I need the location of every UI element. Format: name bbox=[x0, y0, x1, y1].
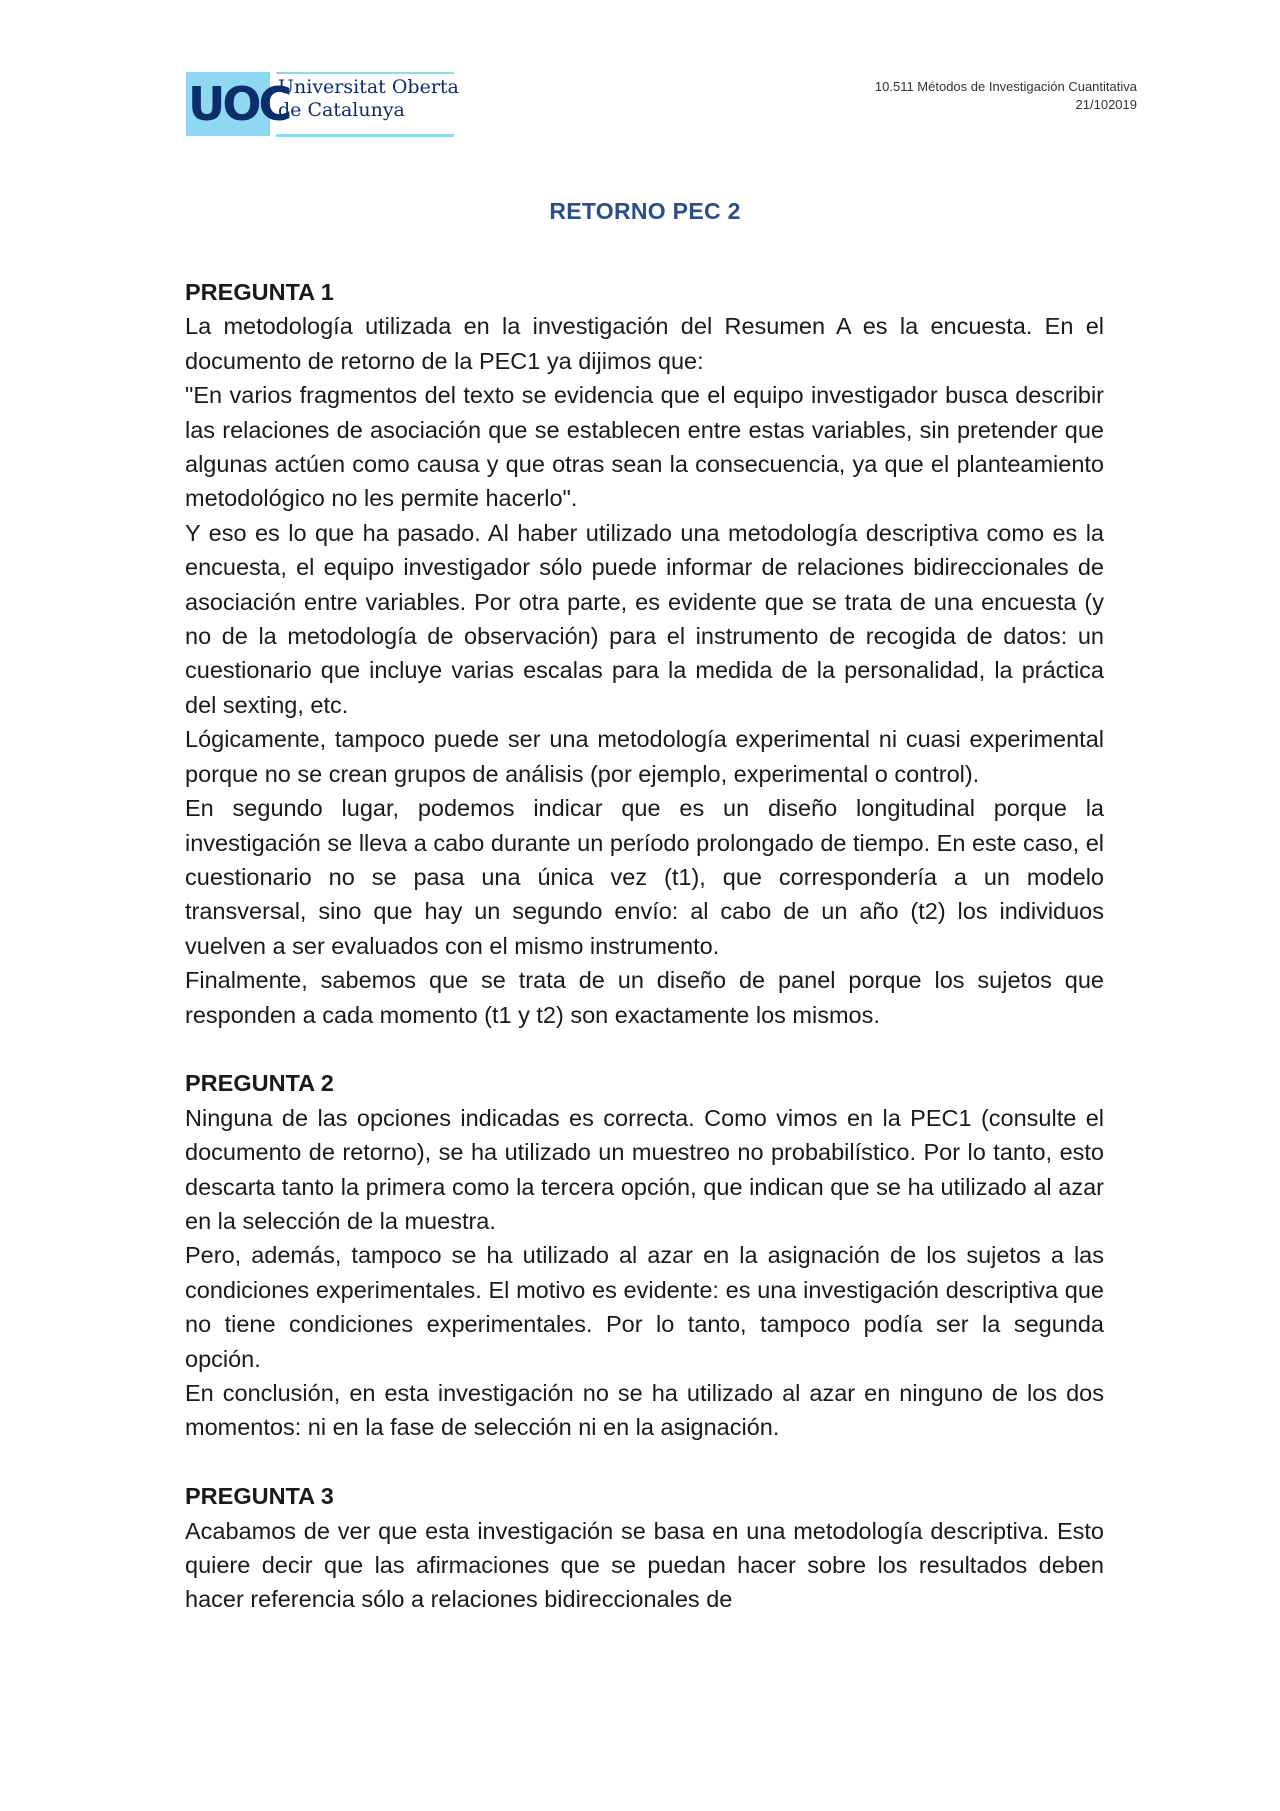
logo-name-line1: Universitat Oberta bbox=[278, 76, 459, 98]
paragraph: Pero, además, tampoco se ha utilizado al azar en la asignación de los sujetos a las condiciones experimentales. El motivo es evidente: es una investigación descriptiva que no tiene condiciones experimentales. Por lo tanto, tampoco podía ser la segunda opción. bbox=[185, 1242, 1104, 1372]
question-heading: PREGUNTA 2 bbox=[185, 1070, 334, 1097]
question-heading: PREGUNTA 3 bbox=[185, 1483, 334, 1510]
logo-rule-bottom bbox=[276, 134, 454, 137]
document-date: 21/102019 bbox=[1075, 97, 1137, 112]
paragraph: En segundo lugar, podemos indicar que es un diseño longitudinal porque la investigación se lleva a cabo durante un período prolongado de tiempo. En este caso, el cuestionario no se pasa una única vez (t1), que correspondería a un modelo transversal, sino que hay un segundo envío: al cabo de un año (t2) los individuos vuelven a ser evaluados con el mismo instrumento. bbox=[185, 795, 1104, 959]
question-heading: PREGUNTA 1 bbox=[185, 279, 334, 305]
uoc-logo bbox=[186, 70, 459, 138]
question-section bbox=[185, 1066, 1104, 1444]
uoc-logo-letters: UOC bbox=[188, 77, 290, 131]
logo-name bbox=[278, 76, 459, 122]
paragraph: Lógicamente, tampoco puede ser una metodología experimental ni cuasi experimental porque no se crean grupos de análisis (por ejemplo, experimental o control). bbox=[185, 726, 1104, 787]
question-section bbox=[185, 275, 1104, 1032]
paragraph: Finalmente, sabemos que se trata de un diseño de panel porque los sujetos que responden a cada momento (t1 y t2) son exactamente los mismos. bbox=[185, 967, 1104, 1028]
header-meta bbox=[875, 78, 1137, 114]
course-name: 10.511 Métodos de Investigación Cuantitativa bbox=[874, 79, 1137, 94]
paragraph: Y eso es lo que ha pasado. Al haber utilizado una metodología descriptiva como es la encuesta, el equipo investigador sólo puede informar de relaciones bidireccionales de asociación entre variables. Por otra parte, es evidente que se trata de una encuesta (y no de la metodología de observación) para el instrumento de recogida de datos: un cuestionario que incluye varias escalas para la medida de la personalidad, la práctica del sexting, etc. bbox=[185, 519, 1104, 718]
logo-rule-top bbox=[276, 72, 454, 74]
paragraph: Ninguna de las opciones indicadas es correcta. Como vimos en la PEC1 (consulte el documento de retorno), se ha utilizado un muestreo no probabilístico. Por lo tanto, esto descarta tanto la primera como la tercera opción, que indican que se ha utilizado al azar en la selección de la muestra. bbox=[185, 1104, 1104, 1234]
question-section bbox=[185, 1479, 1104, 1617]
paragraph: La metodología utilizada en la investigación del Resumen A es la encuesta. En el documento de retorno de la PEC1 ya dijimos que: bbox=[185, 313, 1104, 374]
paragraph: Acabamos de ver que esta investigación se basa en una metodología descriptiva. Esto quiere decir que las afirmaciones que se puedan hacer sobre los resultados deben hacer referencia sólo a relaciones bidireccionales de bbox=[185, 1517, 1104, 1613]
uoc-logo-mark bbox=[186, 72, 290, 136]
document-title: RETORNO PEC 2 bbox=[549, 198, 741, 224]
document-body bbox=[185, 275, 1104, 1617]
paragraph: "En varios fragmentos del texto se evidencia que el equipo investigador busca describir las relaciones de asociación que se establecen entre estas variables, sin pretender que algunas actúen como causa y que otras sean la consecuencia, ya que el planteamiento metodológico no les permite hacerlo". bbox=[185, 382, 1104, 512]
paragraph: En conclusión, en esta investigación no se ha utilizado al azar en ninguno de los dos momentos: ni en la fase de selección ni en la asignación. bbox=[185, 1379, 1104, 1441]
logo-name-line2: de Catalunya bbox=[278, 99, 405, 121]
